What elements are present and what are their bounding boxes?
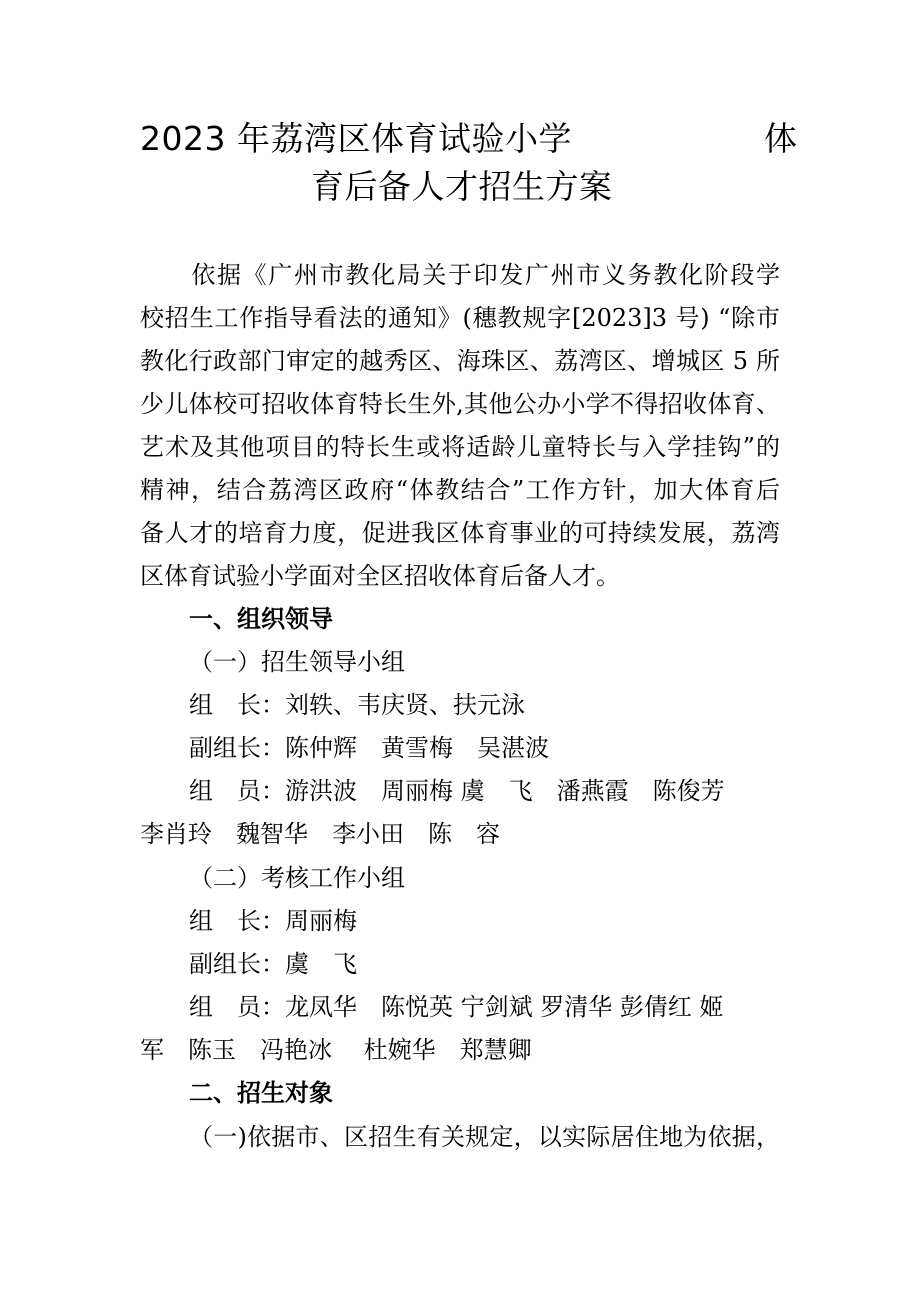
section-heading-organization: 一、组织领导 [189, 605, 333, 633]
assessment-group-deputy: 副组长：虞 飞 [189, 950, 357, 978]
assessment-group-members-continued: 军 陈玉 冯艳冰 杜婉华 郑慧卿 [140, 1036, 532, 1064]
document-title-line2: 育后备人才招生方案 [311, 167, 613, 206]
enrollment-target-paragraph: （一)依据市、区招生有关规定，以实际居住地为依据， [189, 1123, 780, 1151]
document-title-line1: 2023 年荔湾区体育试验小学 [140, 119, 572, 158]
intro-line: 依据《广州市教化局关于印发广州市义务教化阶段学 [140, 261, 780, 289]
section-heading-enrollment-target: 二、招生对象 [189, 1079, 333, 1107]
intro-line: 少儿体校可招收体育特长生外,其他公办小学不得招收体育、 [140, 390, 780, 418]
enrollment-group-members: 组 员：游洪波 周丽梅 虞 飞 潘燕霞 陈俊芳 [189, 777, 725, 805]
intro-line: 教化行政部门审定的越秀区、海珠区、荔湾区、增城区 5 所 [140, 347, 780, 375]
intro-line: 精神，结合荔湾区政府“体教结合”工作方针，加大体育后 [140, 476, 780, 504]
enrollment-group-deputy: 副组长：陈仲辉 黄雪梅 吴湛波 [189, 734, 549, 762]
assessment-group-leader: 组 长：周丽梅 [189, 907, 357, 935]
enrollment-group-leader: 组 长：刘轶、韦庆贤、扶元泳 [189, 691, 525, 719]
intro-line: 艺术及其他项目的特长生或将适龄儿童特长与入学挂钩”的 [140, 433, 780, 461]
intro-line: 区体育试验小学面对全区招收体育后备人才。 [140, 562, 620, 590]
enrollment-group-members-continued: 李肖玲 魏智华 李小田 陈 容 [140, 820, 500, 848]
assessment-group-members: 组 员：龙凤华 陈悦英 宁剑斌 罗清华 彭倩红 姬 [189, 993, 724, 1021]
intro-line: 校招生工作指导看法的通知》(穗教规字[2023]3 号) “除市 [140, 304, 780, 332]
subsection-title-assessment-group: （二）考核工作小组 [189, 864, 405, 892]
document-title-line1-end: 体 [764, 119, 798, 158]
intro-line: 备人才的培育力度，促进我区体育事业的可持续发展，荔湾 [140, 519, 780, 547]
subsection-title-enrollment-group: （一）招生领导小组 [189, 648, 405, 676]
